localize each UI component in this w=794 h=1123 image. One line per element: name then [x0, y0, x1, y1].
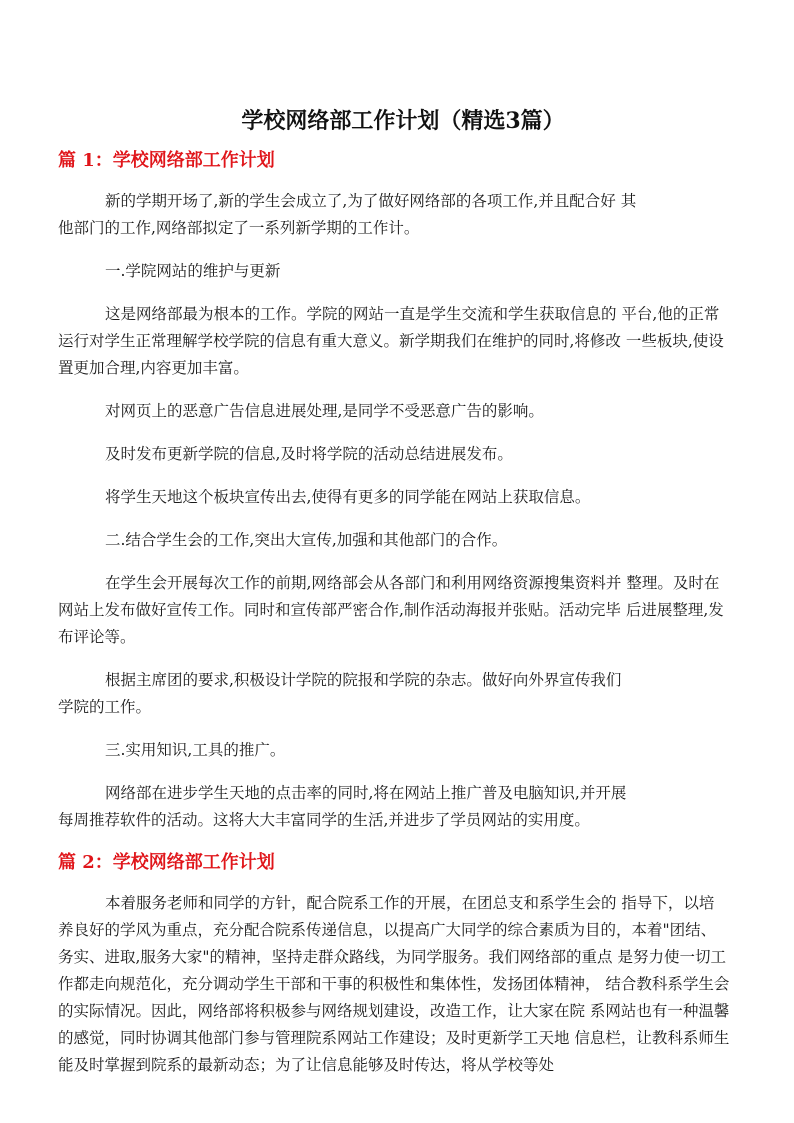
text-line: 作都走向规范化，充分调动学生干部和干事的积极性和集体性，发扬团体精神， 结合教科系学生会 — [58, 975, 730, 993]
text-line: 的感觉，同时协调其他部门参与管理院系网站工作建设；及时更新学工天地 信息栏，让教科系师生 — [58, 1029, 730, 1047]
text-line: 置更加合理,内容更加丰富。 — [58, 359, 249, 377]
paragraph — [58, 667, 748, 721]
text-line: 网站上发布做好宣传工作。同时和宣传部严密合作,制作活动海报并张贴。活动完毕 后进展整理,发 — [58, 601, 724, 619]
paragraph — [58, 484, 748, 511]
paragraph — [58, 441, 748, 468]
text-line: 二.结合学生会的工作,突出大宣传,加强和其他部门的合作。 — [105, 531, 508, 549]
text-line: 布评论等。 — [58, 628, 136, 646]
document-page — [58, 104, 748, 1095]
text-line: 及时发布更新学院的信息,及时将学院的活动总结进展发布。 — [105, 445, 513, 463]
text-line: 这是网络部最为根本的工作。学院的网站一直是学生交流和学生获取信息的 平台,他的正常 — [105, 305, 720, 323]
paragraph — [58, 398, 748, 425]
section-1 — [58, 146, 748, 834]
text-line: 学院的工作。 — [58, 698, 152, 716]
paragraph — [58, 780, 748, 834]
paragraph — [58, 570, 748, 651]
document-title: 学校网络部工作计划（精选3篇） — [241, 108, 565, 134]
text-line: 根据主席团的要求,积极设计学院的院报和学院的杂志。做好向外界宣传我们 — [105, 671, 622, 689]
section-heading: 篇 1：学校网络部工作计划 — [58, 150, 275, 171]
text-line: 养良好的学风为重点，充分配合院系传递信息，以提高广大同学的综合素质为目的，本着"团结、 — [58, 921, 717, 939]
section-heading: 篇 2：学校网络部工作计划 — [58, 852, 275, 873]
paragraph — [58, 188, 748, 242]
text-line: 运行对学生正常理解学校学院的信息有重大意义。新学期我们在维护的同时,将修改 一些板块,使设 — [58, 332, 724, 350]
text-line: 能及时掌握到院系的最新动态；为了让信息能够及时传达，将从学校等处 — [58, 1056, 555, 1074]
paragraph — [58, 890, 748, 1079]
text-line: 每周推荐软件的活动。这将大大丰富同学的生活,并进步了学员网站的实用度。 — [58, 811, 590, 829]
paragraph — [58, 258, 748, 285]
text-line: 的实际情况。因此，网络部将积极参与网络规划建设，改造工作，让大家在院 系网站也有一种温馨 — [58, 1002, 730, 1020]
text-line: 三.实用知识,工具的推广。 — [105, 741, 286, 759]
text-line: 网络部在进步学生天地的点击率的同时,将在网站上推广普及电脑知识,并开展 — [105, 784, 627, 802]
text-line: 本着服务老师和同学的方针，配合院系工作的开展，在团总支和系学生会的 指导下，以培 — [105, 894, 715, 912]
paragraph — [58, 737, 748, 764]
text-line: 对网页上的恶意广告信息进展处理,是同学不受恶意广告的影响。 — [105, 402, 544, 420]
text-line: 一.学院网站的维护与更新 — [105, 262, 281, 280]
paragraph — [58, 301, 748, 382]
text-line: 新的学期开场了,新的学生会成立了,为了做好网络部的各项工作,并且配合好 其 — [105, 192, 637, 210]
text-line: 务实、进取,服务大家"的精神，坚持走群众路线，为同学服务。我们网络部的重点 是努力使一切工 — [58, 948, 726, 966]
paragraph — [58, 527, 748, 554]
text-line: 在学生会开展每次工作的前期,网络部会从各部门和利用网络资源搜集资料并 整理。及时在 — [105, 574, 720, 592]
document-body — [58, 146, 748, 1079]
text-line: 将学生天地这个板块宣传出去,使得有更多的同学能在网站上获取信息。 — [105, 488, 591, 506]
text-line: 他部门的工作,网络部拟定了一系列新学期的工作计。 — [58, 219, 420, 237]
section-2 — [58, 848, 748, 1079]
